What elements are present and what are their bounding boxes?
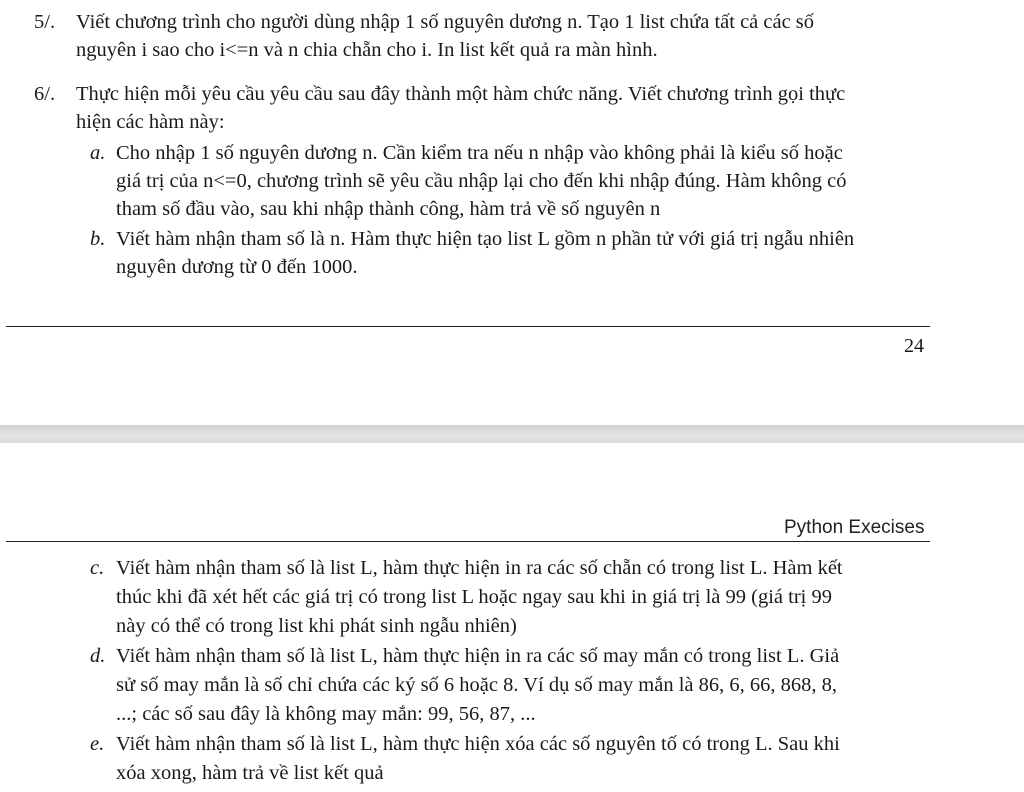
exercise-6-line-2: hiện các hàm này: [76,111,225,133]
item-c-line-2: thúc khi đã xét hết các giá trị có trong list L hoặc ngay sau khi in giá trị là 99 (giá trị 99 [116,586,832,608]
item-a-line-1: Cho nhập 1 số nguyên dương n. Cần kiểm tra nếu n nhập vào không phải là kiểu số hoặc [116,142,843,164]
exercise-5-line-2: nguyên i sao cho i<=n và n chia chẵn cho i. In list kết quả ra màn hình. [76,39,658,61]
footer-rule [6,326,930,327]
item-c-line-3: này có thể có trong list khi phát sinh ngẫu nhiên) [116,615,517,637]
document-page-bottom [0,443,1024,792]
item-d-line-1: Viết hàm nhận tham số là list L, hàm thực hiện in ra các số may mắn có trong list L. Giả [116,645,840,667]
item-c-line-1: Viết hàm nhận tham số là list L, hàm thực hiện in ra các số chẵn có trong list L. Hàm kết [116,557,843,579]
header-rule [6,541,930,542]
item-a-line-2: giá trị của n<=0, chương trình sẽ yêu cầu nhập lại cho đến khi nhập đúng. Hàm không có [116,170,847,192]
item-e-line-2: xóa xong, hàm trả về list kết quả [116,762,384,784]
item-b-label: b. [90,228,106,250]
exercise-5-number: 5/. [34,11,56,33]
item-b-line-1: Viết hàm nhận tham số là n. Hàm thực hiện tạo list L gồm n phần tử với giá trị ngẫu nhiên [116,228,855,250]
exercise-6-number: 6/. [34,83,56,105]
item-e-label: e. [90,733,105,755]
exercise-5-line-1: Viết chương trình cho người dùng nhập 1 số nguyên dương n. Tạo 1 list chứa tất cả các số [76,11,815,33]
header-title: Python Execises [784,517,925,538]
page-number: 24 [904,335,924,357]
item-e-line-1: Viết hàm nhận tham số là list L, hàm thực hiện xóa các số nguyên tố có trong L. Sau khi [116,733,840,755]
page-gap [0,425,1024,443]
item-d-line-3: ...; các số sau đây là không may mắn: 99, 56, 87, ... [116,703,536,725]
item-a-label: a. [90,142,106,164]
item-d-line-2: sử số may mắn là số chỉ chứa các ký số 6 hoặc 8. Ví dụ số may mắn là 86, 6, 66, 868, 8, [116,674,837,696]
item-d-label: d. [90,645,106,667]
exercise-6-line-1: Thực hiện mỗi yêu cầu yêu cầu sau đây thành một hàm chức năng. Viết chương trình gọi thực [76,83,846,105]
item-a-line-3: tham số đầu vào, sau khi nhập thành công, hàm trả về số nguyên n [116,198,661,220]
item-c-label: c. [90,557,105,579]
item-b-line-2: nguyên dương từ 0 đến 1000. [116,256,358,278]
